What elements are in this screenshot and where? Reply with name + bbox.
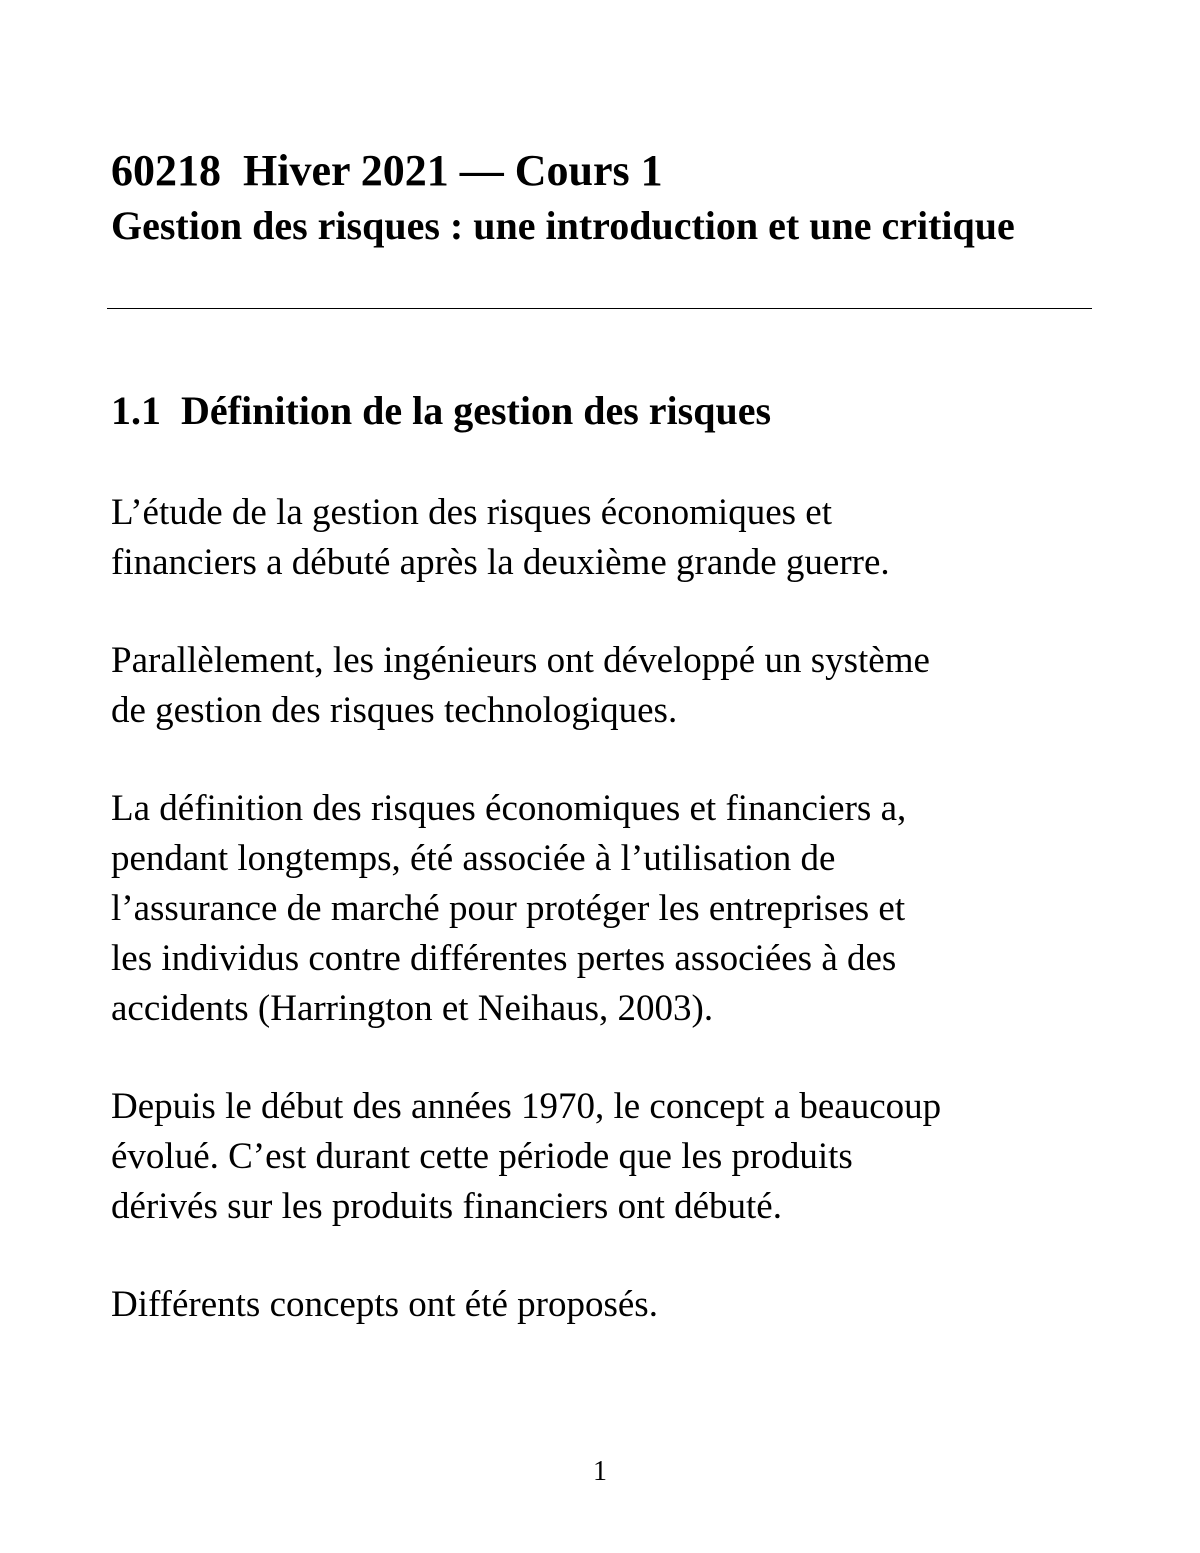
text-line: dérivés sur les produits financiers ont débuté. — [111, 1186, 782, 1227]
header-divider — [107, 308, 1092, 309]
course-subtitle: Gestion des risques : une introduction et une critique — [111, 203, 1015, 248]
text-line: les individus contre différentes pertes associées à des — [111, 938, 897, 979]
text-line: Différents concepts ont été proposés. — [111, 1284, 658, 1325]
course-title: 60218 Hiver 2021 — Cours 1 — [111, 146, 663, 195]
paragraph-evolution — [111, 1082, 1111, 1232]
text-line: La définition des risques économiques et financiers a, — [111, 788, 907, 829]
paragraph-engineers — [111, 636, 1111, 736]
text-line: de gestion des risques technologiques. — [111, 690, 678, 731]
text-line: L’étude de la gestion des risques économiques et — [111, 492, 832, 533]
paragraph-concepts — [111, 1280, 1111, 1330]
text-line: évolué. C’est durant cette période que les produits — [111, 1136, 853, 1177]
course-header — [111, 143, 1091, 253]
text-line: pendant longtemps, été associée à l’utilisation de — [111, 838, 836, 879]
section-heading: 1.1 Définition de la gestion des risques — [111, 388, 772, 433]
text-line: l’assurance de marché pour protéger les entreprises et — [111, 888, 906, 929]
text-line: financiers a débuté après la deuxième grande guerre. — [111, 542, 890, 583]
page-number: 1 — [593, 1456, 607, 1487]
text-line: Parallèlement, les ingénieurs ont développé un système — [111, 640, 930, 681]
paragraph-definition — [111, 784, 1111, 1034]
text-line: accidents (Harrington et Neihaus, 2003). — [111, 988, 714, 1029]
paragraph-history — [111, 488, 1111, 588]
text-line: Depuis le début des années 1970, le concept a beaucoup — [111, 1086, 942, 1127]
